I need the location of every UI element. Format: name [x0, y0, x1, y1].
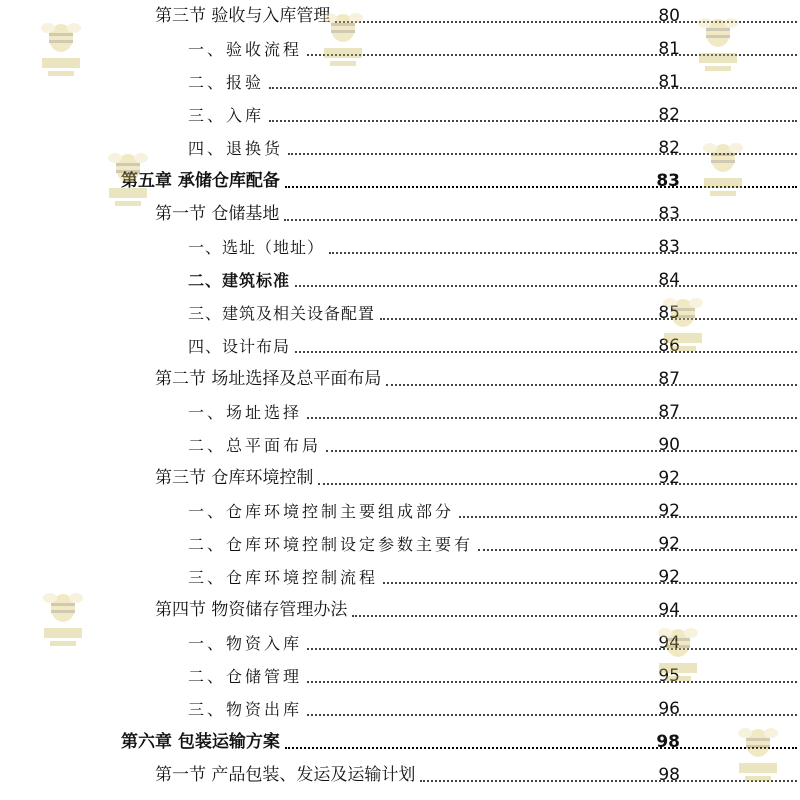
- toc-entry-item[interactable]: [0, 627, 800, 660]
- toc-entry-title: 三、物资出库: [188, 699, 303, 719]
- toc-entry-title: 第六章 包装运输方案: [121, 732, 280, 752]
- toc-entry-title: 一、物资入库: [188, 633, 303, 653]
- toc-dot-leader: [284, 218, 797, 221]
- toc-page-number: 87: [658, 369, 680, 389]
- toc-page-number: 82: [658, 105, 680, 125]
- toc-dot-leader: [386, 383, 797, 386]
- toc-page-number: 81: [658, 39, 680, 59]
- toc-entry-item[interactable]: [0, 264, 800, 297]
- toc-dot-leader: [269, 119, 797, 122]
- toc-page-number: 92: [658, 468, 680, 488]
- toc-entry-section[interactable]: [0, 462, 800, 495]
- toc-entry-section[interactable]: [0, 0, 800, 33]
- toc-entry-item[interactable]: [0, 66, 800, 99]
- toc-dot-leader: [307, 647, 797, 650]
- toc-page-number: 92: [658, 567, 680, 587]
- toc-page-number: 94: [658, 600, 680, 620]
- toc-entry-item[interactable]: [0, 396, 800, 429]
- toc-entry-title: 二、总平面布局: [188, 435, 322, 455]
- toc-entry-chapter[interactable]: [0, 726, 800, 759]
- toc-entry-item[interactable]: [0, 660, 800, 693]
- toc-dot-leader: [285, 746, 797, 749]
- toc-entry-item[interactable]: [0, 561, 800, 594]
- toc-entry-title: 二、仓库环境控制设定参数主要有: [188, 534, 474, 554]
- toc-entry-title: 第一节 仓储基地: [155, 204, 280, 224]
- toc-page-number: 81: [658, 72, 680, 92]
- toc-entry-title: 第二节 场址选择及总平面布局: [155, 369, 382, 389]
- toc-entry-section[interactable]: [0, 594, 800, 627]
- toc-entry-section[interactable]: [0, 198, 800, 231]
- toc-page-number: 83: [656, 171, 680, 191]
- toc-dot-leader: [352, 614, 797, 617]
- toc-entry-item[interactable]: [0, 99, 800, 132]
- toc-page-number: 96: [658, 699, 680, 719]
- toc-entry-item[interactable]: [0, 297, 800, 330]
- toc-entry-item[interactable]: [0, 231, 800, 264]
- toc-entry-title: 二、报验: [188, 72, 265, 92]
- toc-dot-leader: [307, 713, 797, 716]
- toc-page-number: 87: [658, 402, 680, 422]
- toc-dot-leader: [459, 515, 797, 518]
- toc-dot-leader: [380, 317, 797, 320]
- toc-dot-leader: [329, 251, 797, 254]
- toc-entry-title: 三、建筑及相关设备配置: [188, 303, 376, 323]
- toc-entry-section[interactable]: [0, 363, 800, 396]
- toc-entry-chapter[interactable]: [0, 165, 800, 198]
- toc-page-number: 90: [658, 435, 680, 455]
- toc-entry-title: 三、入库: [188, 105, 265, 125]
- toc-entry-title: 一、仓库环境控制主要组成部分: [188, 501, 455, 521]
- toc-page-number: 95: [658, 666, 680, 686]
- toc-page-number: 86: [658, 336, 680, 356]
- toc-page-number: 83: [658, 237, 680, 257]
- toc-dot-leader: [307, 680, 797, 683]
- toc-page-number: 94: [658, 633, 680, 653]
- toc-entry-title: 一、选址（地址）: [188, 237, 325, 257]
- toc-entry-title: 第三节 仓库环境控制: [155, 468, 314, 488]
- toc-entry-title: 二、仓储管理: [188, 666, 303, 686]
- toc-entry-title: 三、仓库环境控制流程: [188, 567, 379, 587]
- toc-entry-title: 四、设计布局: [188, 336, 291, 356]
- toc-dot-leader: [295, 350, 797, 353]
- toc-entry-title: 第四节 物资储存管理办法: [155, 600, 348, 620]
- toc-entry-item[interactable]: [0, 33, 800, 66]
- toc-dot-leader: [307, 53, 797, 56]
- toc-entry-item[interactable]: [0, 429, 800, 462]
- toc-page-number: 83: [658, 204, 680, 224]
- toc-dot-leader: [318, 482, 797, 485]
- toc-dot-leader: [335, 20, 797, 23]
- toc-entry-item[interactable]: [0, 693, 800, 726]
- toc-dot-leader: [383, 581, 797, 584]
- toc-entry-section[interactable]: [0, 759, 800, 792]
- toc-page-number: 92: [658, 534, 680, 554]
- toc-page-number: 82: [658, 138, 680, 158]
- toc-entry-title: 第一节 产品包装、发运及运输计划: [155, 765, 416, 785]
- toc-page-number: 85: [658, 303, 680, 323]
- toc-page-number: 98: [656, 732, 680, 752]
- toc-entry-item[interactable]: [0, 528, 800, 561]
- toc-dot-leader: [269, 86, 797, 89]
- toc-dot-leader: [307, 416, 797, 419]
- toc-page-number: 92: [658, 501, 680, 521]
- toc-dot-leader: [288, 152, 797, 155]
- toc-entry-item[interactable]: [0, 495, 800, 528]
- toc-entry-item[interactable]: [0, 330, 800, 363]
- toc-dot-leader: [326, 449, 797, 452]
- toc-entry-title: 二、建筑标准: [188, 270, 291, 290]
- toc-entry-title: 第三节 验收与入库管理: [155, 6, 331, 26]
- toc-page-number: 98: [658, 765, 680, 785]
- toc-entry-title: 第五章 承储仓库配备: [121, 171, 280, 191]
- toc-dot-leader: [285, 185, 797, 188]
- toc-entry-title: 四、退换货: [188, 138, 284, 158]
- toc-dot-leader: [420, 779, 797, 782]
- toc-dot-leader: [295, 284, 797, 287]
- toc-page-number: 84: [658, 270, 680, 290]
- toc-entry-title: 一、场址选择: [188, 402, 303, 422]
- toc-page-number: 80: [658, 6, 680, 26]
- toc-dot-leader: [478, 548, 797, 551]
- toc-entry-item[interactable]: [0, 132, 800, 165]
- toc-entry-title: 一、验收流程: [188, 39, 303, 59]
